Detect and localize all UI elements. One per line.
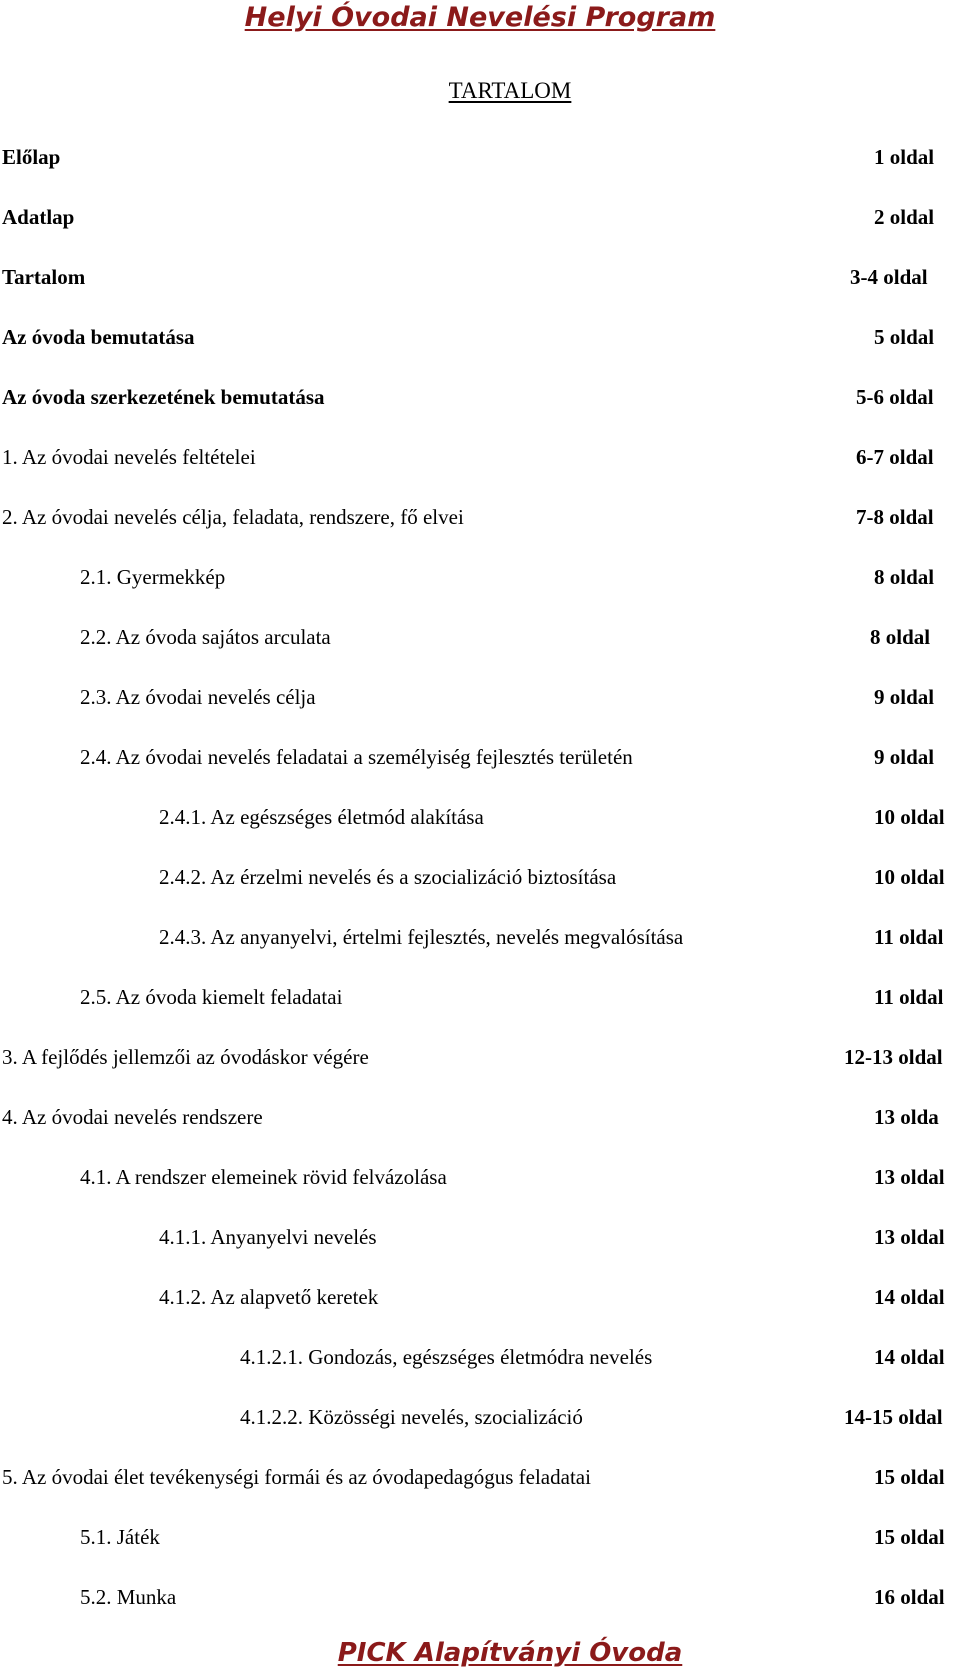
toc-entry-page: 10 oldal: [874, 865, 945, 889]
toc-entry-label: 2.3. Az óvodai nevelés célja: [80, 685, 316, 709]
toc-entry-page: 11 oldal: [874, 925, 944, 949]
toc-entry-page: 6-7 oldal: [856, 445, 934, 469]
toc-entry: [0, 441, 960, 473]
toc-entry: [0, 1461, 960, 1493]
toc-entry: [0, 381, 960, 413]
toc-entry: [0, 681, 960, 713]
toc-entry-label: 2.1. Gyermekkép: [80, 565, 226, 589]
toc-entry: [0, 1341, 960, 1373]
toc-entry: [0, 1041, 960, 1073]
toc-entry: [0, 1581, 960, 1613]
toc-entry-label: 4. Az óvodai nevelés rendszere: [2, 1105, 263, 1129]
toc-entry-label: 2.4.3. Az anyanyelvi, értelmi fejlesztés, nevelés megvalósítása: [159, 925, 684, 949]
toc-entry-label: Tartalom: [2, 265, 86, 289]
toc-entry: [0, 141, 960, 173]
toc-entry-label: 5.1. Játék: [80, 1525, 160, 1549]
toc-entry-label: 4.1. A rendszer elemeinek rövid felvázolása: [80, 1165, 447, 1189]
toc-entry-label: 1. Az óvodai nevelés feltételei: [2, 445, 256, 469]
toc-entry-page: 12-13 oldal: [844, 1045, 943, 1069]
toc-entry: [0, 261, 960, 293]
toc-entry-page: 1 oldal: [874, 145, 935, 169]
toc-entry-label: 5.2. Munka: [80, 1585, 177, 1609]
toc-entry-label: Az óvoda bemutatása: [2, 325, 195, 349]
toc-entry-page: 5-6 oldal: [856, 385, 934, 409]
toc-entry: [0, 321, 960, 353]
toc-entry-label: 2.5. Az óvoda kiemelt feladatai: [80, 985, 343, 1009]
toc-entry-page: 9 oldal: [874, 685, 935, 709]
toc-heading: TARTALOM: [448, 78, 572, 103]
toc-entry: [0, 921, 960, 953]
toc-entry-label: 3. A fejlődés jellemzői az óvodáskor végére: [2, 1045, 369, 1069]
toc-entry-label: 2. Az óvodai nevelés célja, feladata, rendszere, fő elvei: [2, 505, 464, 529]
toc-entry-page: 16 oldal: [874, 1585, 945, 1609]
toc-entry-label: 4.1.2.1. Gondozás, egészséges életmódra nevelés: [240, 1345, 653, 1369]
toc-entry-label: Az óvoda szerkezetének bemutatása: [2, 385, 325, 409]
toc-entry-label: 5. Az óvodai élet tevékenységi formái és az óvodapedagógus feladatai: [2, 1465, 591, 1489]
toc-entry-label: 2.2. Az óvoda sajátos arculata: [80, 625, 331, 649]
toc-entry: [0, 201, 960, 233]
toc-entry-page: 9 oldal: [874, 745, 935, 769]
toc-entry: [0, 741, 960, 773]
toc-entry: [0, 1161, 960, 1193]
toc-entry-page: 11 oldal: [874, 985, 944, 1009]
toc-entry: [0, 561, 960, 593]
toc-entry-page: 14-15 oldal: [844, 1405, 943, 1429]
toc-entry: [0, 501, 960, 533]
document-header-title: Helyi Óvodai Nevelési Program: [244, 2, 716, 33]
toc-entry: [0, 1401, 960, 1433]
toc-entry-label: 2.4.2. Az érzelmi nevelés és a szocializáció biztosítása: [159, 865, 617, 889]
toc-entry-page: 2 oldal: [874, 205, 935, 229]
toc-entry-page: 15 oldal: [874, 1465, 945, 1489]
toc-entry-page: 14 oldal: [874, 1345, 945, 1369]
toc-entry-page: 10 oldal: [874, 805, 945, 829]
toc-entry-page: 13 oldal: [874, 1225, 945, 1249]
toc-entry-page: 7-8 oldal: [856, 505, 934, 529]
toc-entry-label: 4.1.1. Anyanyelvi nevelés: [159, 1225, 377, 1249]
toc-entry-page: 3-4 oldal: [850, 265, 928, 289]
toc-entry: [0, 981, 960, 1013]
toc-entry: [0, 1521, 960, 1553]
toc-entry: [0, 801, 960, 833]
toc-entry-label: Adatlap: [2, 205, 75, 229]
toc-entry: [0, 621, 960, 653]
toc-entry-label: 2.4. Az óvodai nevelés feladatai a személyiség fejlesztés területén: [80, 745, 633, 769]
toc-entry: [0, 861, 960, 893]
toc-entry-label: Előlap: [2, 145, 61, 169]
toc-entry-page: 15 oldal: [874, 1525, 945, 1549]
toc-entry-page: 13 olda: [874, 1105, 939, 1129]
toc-entry-label: 4.1.2. Az alapvető keretek: [159, 1285, 379, 1309]
toc-entry-page: 14 oldal: [874, 1285, 945, 1309]
toc-entry: [0, 1221, 960, 1253]
document-footer-title: PICK Alapítványi Óvoda: [337, 1638, 683, 1668]
toc-entry-label: 4.1.2.2. Közösségi nevelés, szocializáció: [240, 1405, 583, 1429]
toc-entry-page: 8 oldal: [874, 565, 935, 589]
toc-entry-label: 2.4.1. Az egészséges életmód alakítása: [159, 805, 484, 829]
toc-entry: [0, 1101, 960, 1133]
toc-entry-page: 8 oldal: [870, 625, 931, 649]
toc-entry-page: 5 oldal: [874, 325, 935, 349]
toc-entry: [0, 1281, 960, 1313]
toc-entry-page: 13 oldal: [874, 1165, 945, 1189]
